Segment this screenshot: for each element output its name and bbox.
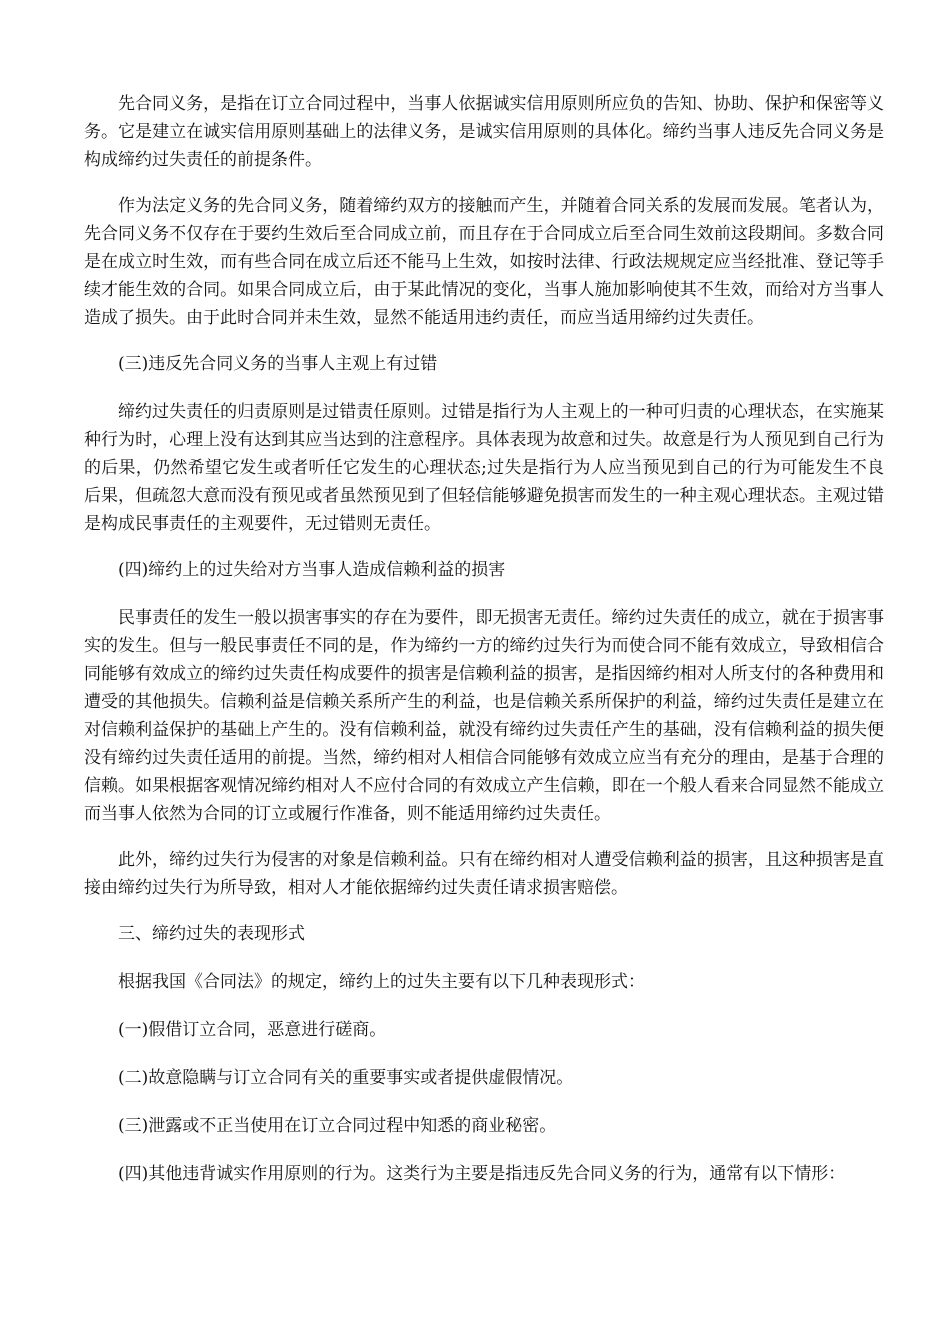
list-item-concealment: (二)故意隐瞒与订立合同有关的重要事实或者提供虚假情况。 (118, 1068, 574, 1088)
paragraph-forms-intro: 根据我国《合同法》的规定，缔约上的过失主要有以下几种表现形式： (118, 972, 645, 992)
paragraph-reliance-interest: 此外，缔约过失行为侵害的对象是信赖利益。只有在缔约相对人遭受信赖利益的损害，且这种损害是直接由缔约过失行为所导致，相对人才能依据缔约过失责任请求损害赔偿。 (84, 850, 884, 898)
list-item-trade-secret: (三)泄露或不正当使用在订立合同过程中知悉的商业秘密。 (118, 1116, 557, 1136)
section-heading-fault: (三)违反先合同义务的当事人主观上有过错 (118, 354, 438, 374)
list-item-malicious-negotiation: (一)假借订立合同，恶意进行磋商。 (118, 1020, 387, 1040)
section-heading-reliance-damage: (四)缔约上的过失给对方当事人造成信赖利益的损害 (118, 560, 506, 580)
list-item-other-conduct: (四)其他违背诚实作用原则的行为。这类行为主要是指违反先合同义务的行为，通常有以下情形： (118, 1164, 846, 1184)
paragraph-civil-liability: 民事责任的发生一般以损害事实的存在为要件，即无损害无责任。缔约过失责任的成立，就在于损害事实的发生。但与一般民事责任不同的是，作为缔约一方的缔约过失行为而使合同不能有效成立，导致相信合同能够有效成立的缔约过失责任构成要件的损害是信赖利益的损害，是指因缔约相对人所支付的各种费用和遭受的其他损失。信赖利益是信赖关系所产生的利益，也是信赖关系所保护的利益，缔约过失责任是建立在对信赖利益保护的基础上产生的。没有信赖利益，就没有缔约过失责任产生的基础，没有信赖利益的损失便没有缔约过失责任适用的前提。当然，缔约相对人相信合同能够有效成立应当有充分的理由，是基于合理的信赖。如果根据客观情况缔约相对人不应付合同的有效成立产生信赖，即在一个般人看来合同显然不能成立而当事人依然为合同的订立或履行作准备，则不能适用缔约过失责任。 (84, 608, 884, 824)
document-page (84, 90, 884, 1206)
section-heading-forms: 三、缔约过失的表现形式 (118, 924, 305, 944)
paragraph-statutory-duty: 作为法定义务的先合同义务，随着缔约双方的接触而产生，并随着合同关系的发展而发展。笔者认为，先合同义务不仅存在于要约生效后至合同成立前，而且存在于合同成立后至合同生效前这段期间。多数合同是在成立时生效，而有些合同在成立后还不能马上生效，如按时法律、行政法规规定应当经批准、登记等手续才能生效的合同。如果合同成立后，由于某此情况的变化，当事人施加影响使其不生效，而给对方当事人造成了损失。由于此时合同并未生效，显然不能适用违约责任，而应当适用缔约过失责任。 (84, 196, 884, 328)
paragraph-fault-principle: 缔约过失责任的归责原则是过错责任原则。过错是指行为人主观上的一种可归责的心理状态，在实施某种行为时，心理上没有达到其应当达到的注意程序。具体表现为故意和过失。故意是行为人预见到自己行为的后果，仍然希望它发生或者听任它发生的心理状态;过失是指行为人应当预见到自己的行为可能发生不良后果，但疏忽大意而没有预见或者虽然预见到了但轻信能够避免损害而发生的一种主观心理状态。主观过错是构成民事责任的主观要件，无过错则无责任。 (84, 402, 884, 534)
paragraph-pre-contract-duty: 先合同义务，是指在订立合同过程中，当事人依据诚实信用原则所应负的告知、协助、保护和保密等义务。它是建立在诚实信用原则基础上的法律义务，是诚实信用原则的具体化。缔约当事人违反先合同义务是构成缔约过失责任的前提条件。 (84, 94, 884, 170)
